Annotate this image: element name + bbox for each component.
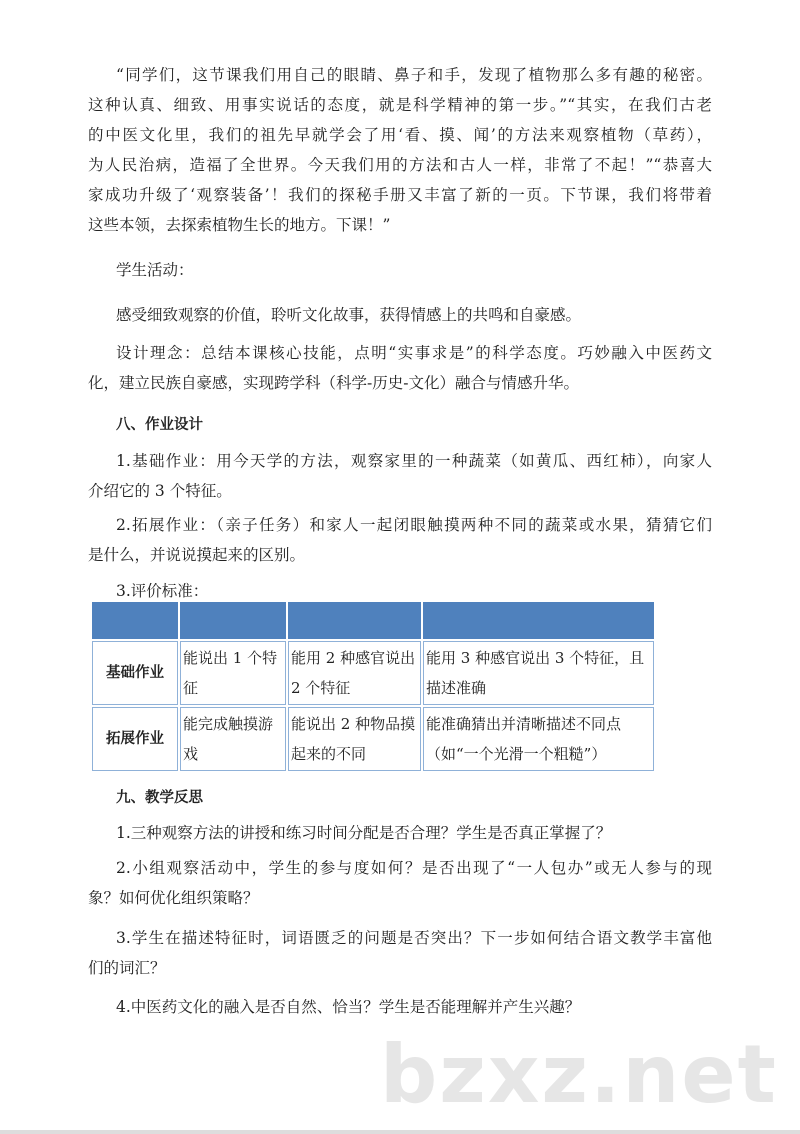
table-cell: 能说出 2 种物品摸起来的不同 (288, 707, 421, 771)
table-cell: 能用 2 种感官说出 2 个特征 (288, 641, 421, 705)
design-text: 化，建立民族自豪感，实现跨学科（科学-历史-文化）融合与情感升华。 (88, 374, 579, 392)
reflection-1: 1.三种观察方法的讲授和练习时间分配是否合理？学生是否真正掌握了？ (116, 824, 612, 842)
student-activity-text: 感受细致观察的价值，聆听文化故事，获得情感上的共鸣和自豪感。 (116, 306, 582, 324)
text-line: 这些本领，去探索植物生长的地方。下课！” (88, 216, 391, 234)
homework-2: 是什么，并说说摸起来的区别。 (88, 546, 306, 564)
homework-1: 1.基础作业：用今天学的方法，观察家里的一种蔬菜（如黄瓜、西红柿），向家人 (116, 452, 712, 470)
table-cell: 能用 3 种感官说出 3 个特征，且描述准确 (423, 641, 654, 705)
table-row (92, 707, 654, 771)
section-heading-homework: 八、作业设计 (116, 417, 203, 433)
reflection-3: 们的词汇？ (88, 959, 166, 977)
text-line: 的中医文化里，我们的祖先早就学会了用‘看、摸、闻’的方法来观察植物（草药）， (88, 126, 712, 144)
homework-1: 介绍它的 3 个特征。 (88, 482, 232, 500)
watermark: bzxz.net (380, 1028, 778, 1121)
reflection-3: 3.学生在描述特征时，词语匮乏的问题是否突出？下一步如何结合语文教学丰富他 (116, 929, 712, 947)
table-row (92, 641, 654, 705)
student-activity-label: 学生活动： (116, 261, 194, 279)
page-edge (0, 1130, 800, 1134)
section-heading-reflection: 九、教学反思 (116, 790, 203, 806)
reflection-2: 象？如何优化组织策略？ (88, 889, 259, 907)
table-cell: 能说出 1 个特征 (180, 641, 286, 705)
row-header: 拓展作业 (92, 707, 178, 771)
text-line: “同学们，这节课我们用自己的眼睛、鼻子和手，发现了植物那么多有趣的秘密。 (116, 66, 712, 84)
table-cell: 能完成触摸游戏 (180, 707, 286, 771)
text-line: 为人民治病，造福了全世界。今天我们用的方法和古人一样，非常了不起！”“恭喜大 (88, 156, 712, 174)
table-cell: 能准确猜出并清晰描述不同点（如“一个光滑一个粗糙”） (423, 707, 654, 771)
evaluation-table (90, 600, 656, 773)
table-header-row (92, 602, 654, 639)
homework-3: 3.评价标准： (116, 582, 209, 600)
reflection-2: 2.小组观察活动中，学生的参与度如何？是否出现了“一人包办”或无人参与的现 (116, 859, 712, 877)
design-text: 设计理念：总结本课核心技能，点明“实事求是”的科学态度。巧妙融入中医药文 (116, 344, 712, 362)
reflection-4: 4.中医药文化的融入是否自然、恰当？学生是否能理解并产生兴趣？ (116, 998, 581, 1016)
text-line: 这种认真、细致、用事实说话的态度，就是科学精神的第一步。”“其实，在我们古老 (88, 96, 712, 114)
row-header: 基础作业 (92, 641, 178, 705)
text-line: 家成功升级了‘观察装备’！我们的探秘手册又丰富了新的一页。下节课，我们将带着 (88, 186, 712, 204)
homework-2: 2.拓展作业：（亲子任务）和家人一起闭眼触摸两种不同的蔬菜或水果，猜猜它们 (116, 516, 712, 534)
